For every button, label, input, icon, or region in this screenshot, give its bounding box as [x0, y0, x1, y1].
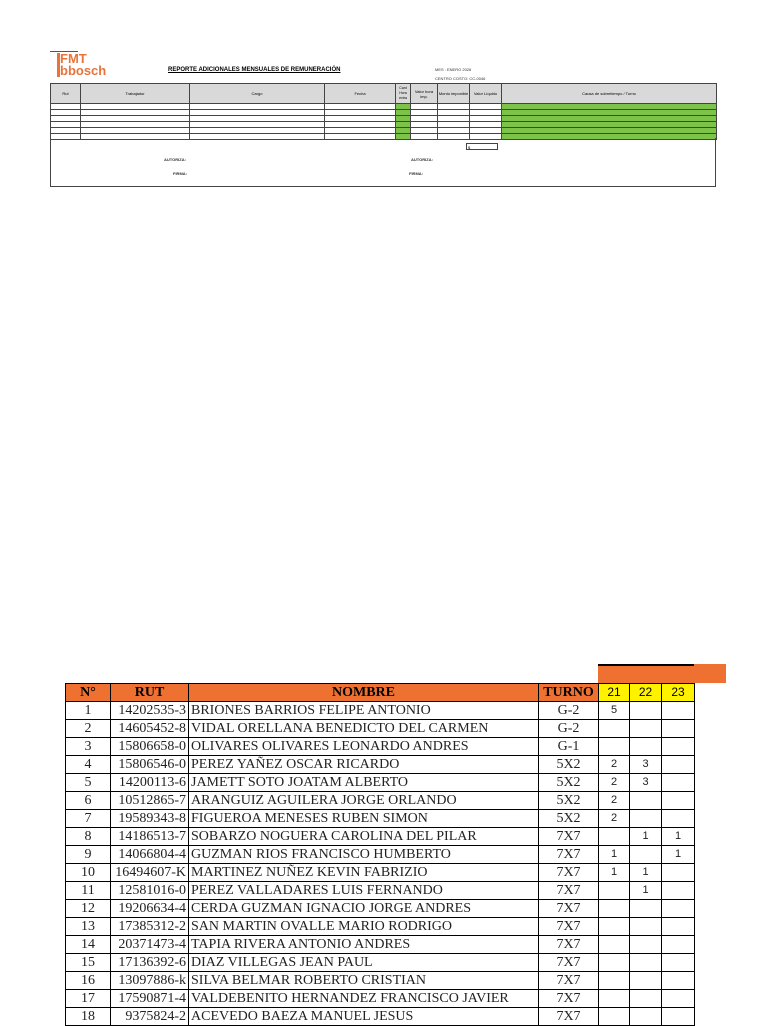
row-day-23: [662, 738, 695, 756]
row-day-22: [630, 792, 662, 810]
row-day-22: 1: [630, 828, 662, 846]
row-turno: 7X7: [539, 918, 599, 936]
col-rut: Rut: [51, 84, 81, 104]
row-rut: 10512865-7: [111, 792, 189, 810]
roster-row: [66, 792, 695, 810]
row-rut: 17136392-6: [111, 954, 189, 972]
row-day-22: [630, 954, 662, 972]
row-nombre: GUZMAN RIOS FRANCISCO HUMBERTO: [189, 846, 539, 864]
row-rut: 14066804-4: [111, 846, 189, 864]
autoriza-label-right: AUTORIZA:: [411, 157, 433, 162]
row-rut: 14605452-8: [111, 720, 189, 738]
row-turno: 7X7: [539, 954, 599, 972]
roster-row: [66, 1008, 695, 1026]
row-nombre: ARANGUIZ AGUILERA JORGE ORLANDO: [189, 792, 539, 810]
row-turno: 7X7: [539, 1008, 599, 1026]
row-nombre: DIAZ VILLEGAS JEAN PAUL: [189, 954, 539, 972]
row-rut: 17385312-2: [111, 918, 189, 936]
roster-row: [66, 738, 695, 756]
row-rut: 14186513-7: [111, 828, 189, 846]
row-day-21: [599, 720, 630, 738]
roster-row: [66, 882, 695, 900]
roster-col-turno: TURNO: [539, 684, 599, 702]
row-day-22: [630, 720, 662, 738]
roster-row: [66, 972, 695, 990]
row-day-21: 2: [599, 792, 630, 810]
logo-line-2: bbosch: [60, 63, 107, 78]
row-number: 7: [66, 810, 111, 828]
row-turno: G-2: [539, 720, 599, 738]
row-day-22: [630, 810, 662, 828]
row-nombre: BRIONES BARRIOS FELIPE ANTONIO: [189, 702, 539, 720]
row-number: 18: [66, 1008, 111, 1026]
row-rut: 9375824-2: [111, 1008, 189, 1026]
row-day-22: [630, 738, 662, 756]
row-day-21: [599, 882, 630, 900]
row-nombre: ACEVEDO BAEZA MANUEL JESUS: [189, 1008, 539, 1026]
row-number: 2: [66, 720, 111, 738]
roster-row: [66, 954, 695, 972]
row-day-21: 2: [599, 774, 630, 792]
row-number: 8: [66, 828, 111, 846]
row-turno: 5X2: [539, 774, 599, 792]
row-nombre: MARTINEZ NUÑEZ KEVIN FABRIZIO: [189, 864, 539, 882]
roster-row: [66, 756, 695, 774]
row-day-21: 2: [599, 810, 630, 828]
row-number: 16: [66, 972, 111, 990]
row-turno: 7X7: [539, 900, 599, 918]
row-day-23: [662, 774, 695, 792]
row-day-23: [662, 900, 695, 918]
row-number: 11: [66, 882, 111, 900]
row-day-21: [599, 918, 630, 936]
row-nombre: FIGUEROA MENESES RUBEN SIMON: [189, 810, 539, 828]
roster-col-rut: RUT: [111, 684, 189, 702]
report-table: [50, 83, 717, 140]
roster-row: [66, 990, 695, 1008]
col-cant-hora-extra: Cant Hora extra: [396, 84, 411, 104]
col-cargo: Cargo: [190, 84, 325, 104]
row-turno: 7X7: [539, 846, 599, 864]
row-turno: 7X7: [539, 990, 599, 1008]
row-number: 5: [66, 774, 111, 792]
roster-col-day-23: 23: [662, 684, 695, 702]
row-day-23: [662, 792, 695, 810]
row-turno: 7X7: [539, 936, 599, 954]
row-day-21: [599, 738, 630, 756]
roster-row: [66, 936, 695, 954]
col-fecha: Fecha: [325, 84, 396, 104]
col-monto-imponible: Monto imponible: [438, 84, 470, 104]
row-day-21: [599, 1008, 630, 1026]
row-nombre: PEREZ VALLADARES LUIS FERNANDO: [189, 882, 539, 900]
header-rule: [598, 664, 694, 666]
row-number: 14: [66, 936, 111, 954]
row-day-21: 1: [599, 864, 630, 882]
roster-row: [66, 918, 695, 936]
row-day-22: 3: [630, 756, 662, 774]
orange-header-band: [598, 664, 726, 683]
row-nombre: TAPIA RIVERA ANTONIO ANDRES: [189, 936, 539, 954]
row-turno: G-2: [539, 702, 599, 720]
row-rut: 17590871-4: [111, 990, 189, 1008]
row-rut: 12581016-0: [111, 882, 189, 900]
row-number: 17: [66, 990, 111, 1008]
row-day-22: [630, 1008, 662, 1026]
col-causa: Causa de sobretiempo / Turno: [502, 84, 717, 104]
row-nombre: SILVA BELMAR ROBERTO CRISTIAN: [189, 972, 539, 990]
row-day-22: [630, 972, 662, 990]
row-day-22: [630, 900, 662, 918]
row-day-22: [630, 936, 662, 954]
row-number: 1: [66, 702, 111, 720]
row-day-23: [662, 990, 695, 1008]
row-day-21: [599, 828, 630, 846]
row-rut: 19206634-4: [111, 900, 189, 918]
roster-row: [66, 702, 695, 720]
row-day-23: [662, 1008, 695, 1026]
col-valor-hora: Valor hora imp.: [411, 84, 438, 104]
row-day-22: [630, 846, 662, 864]
row-nombre: CERDA GUZMAN IGNACIO JORGE ANDRES: [189, 900, 539, 918]
row-day-23: [662, 702, 695, 720]
row-day-23: [662, 936, 695, 954]
roster-row: [66, 774, 695, 792]
row-turno: 7X7: [539, 882, 599, 900]
row-day-23: [662, 972, 695, 990]
roster-row: [66, 900, 695, 918]
row-turno: 5X2: [539, 792, 599, 810]
roster-col-day-21: 21: [599, 684, 630, 702]
row-day-21: 2: [599, 756, 630, 774]
row-nombre: SAN MARTIN OVALLE MARIO RODRIGO: [189, 918, 539, 936]
row-day-23: [662, 720, 695, 738]
row-number: 13: [66, 918, 111, 936]
row-turno: 5X2: [539, 810, 599, 828]
col-trabajador: Trabajador: [81, 84, 190, 104]
row-day-22: 3: [630, 774, 662, 792]
row-rut: 16494607-K: [111, 864, 189, 882]
roster-row: [66, 720, 695, 738]
row-number: 15: [66, 954, 111, 972]
row-day-21: [599, 900, 630, 918]
row-turno: 7X7: [539, 828, 599, 846]
roster-row: [66, 864, 695, 882]
row-day-21: [599, 990, 630, 1008]
row-day-23: [662, 756, 695, 774]
row-day-21: 5: [599, 702, 630, 720]
roster-col-day-22: 22: [630, 684, 662, 702]
row-day-22: 1: [630, 882, 662, 900]
report-header-row: [51, 84, 717, 104]
row-day-23: [662, 810, 695, 828]
row-rut: 15806658-0: [111, 738, 189, 756]
row-nombre: JAMETT SOTO JOATAM ALBERTO: [189, 774, 539, 792]
row-day-22: [630, 990, 662, 1008]
row-nombre: VIDAL ORELLANA BENEDICTO DEL CARMEN: [189, 720, 539, 738]
row-nombre: PEREZ YAÑEZ OSCAR RICARDO: [189, 756, 539, 774]
signature-box: [50, 138, 716, 187]
row-number: 10: [66, 864, 111, 882]
money-field[interactable]: $: [466, 143, 498, 150]
roster-col-nombre: NOMBRE: [189, 684, 539, 702]
row-turno: 7X7: [539, 972, 599, 990]
row-number: 6: [66, 792, 111, 810]
row-rut: 20371473-4: [111, 936, 189, 954]
row-number: 3: [66, 738, 111, 756]
row-nombre: VALDEBENITO HERNANDEZ FRANCISCO JAVIER: [189, 990, 539, 1008]
row-day-23: 1: [662, 828, 695, 846]
row-day-23: 1: [662, 846, 695, 864]
roster-table: [65, 683, 695, 1026]
company-logo: [50, 50, 114, 80]
row-rut: 14200113-6: [111, 774, 189, 792]
row-number: 9: [66, 846, 111, 864]
row-day-21: [599, 972, 630, 990]
report-month: MES : ENERO 2026: [435, 67, 472, 72]
row-rut: 15806546-0: [111, 756, 189, 774]
roster-row: [66, 828, 695, 846]
row-rut: 13097886-k: [111, 972, 189, 990]
row-day-22: [630, 918, 662, 936]
row-turno: 7X7: [539, 864, 599, 882]
report-cost-center: CENTRO COSTO: CC-0046: [435, 76, 486, 81]
row-turno: 5X2: [539, 756, 599, 774]
row-nombre: OLIVARES OLIVARES LEONARDO ANDRES: [189, 738, 539, 756]
row-rut: 19589343-8: [111, 810, 189, 828]
autoriza-label-left: AUTORIZA:: [164, 157, 186, 162]
row-number: 12: [66, 900, 111, 918]
col-valor-liquido: Valor Líquido: [470, 84, 502, 104]
report-title: REPORTE ADICIONALES MENSUALES DE REMUNERACIÓN: [168, 67, 341, 73]
roster-row: [66, 810, 695, 828]
row-day-23: [662, 882, 695, 900]
row-day-23: [662, 918, 695, 936]
row-day-21: [599, 936, 630, 954]
firma-label-left: FIRMA:: [173, 171, 187, 176]
row-turno: G-1: [539, 738, 599, 756]
row-rut: 14202535-3: [111, 702, 189, 720]
roster-row: [66, 846, 695, 864]
logo-line-1: FMT: [60, 51, 87, 66]
row-day-21: 1: [599, 846, 630, 864]
row-day-22: [630, 702, 662, 720]
roster-col-n: N°: [66, 684, 111, 702]
row-day-21: [599, 954, 630, 972]
row-day-22: 1: [630, 864, 662, 882]
roster-header-row: [66, 684, 695, 702]
row-nombre: SOBARZO NOGUERA CAROLINA DEL PILAR: [189, 828, 539, 846]
firma-label-right: FIRMA:: [409, 171, 423, 176]
row-day-23: [662, 864, 695, 882]
row-number: 4: [66, 756, 111, 774]
row-day-23: [662, 954, 695, 972]
